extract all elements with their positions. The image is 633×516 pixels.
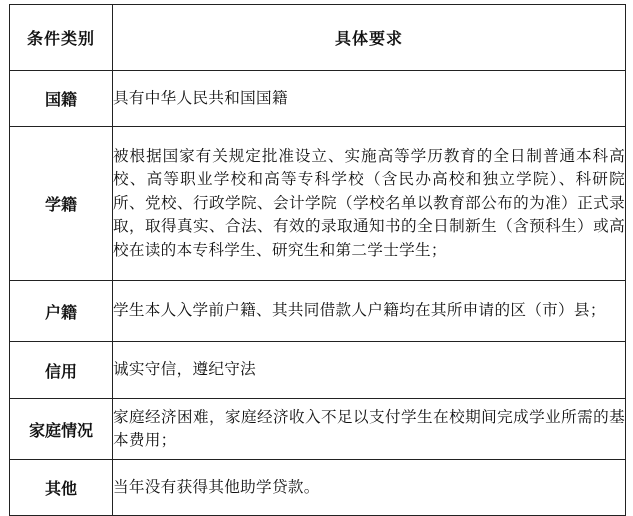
- requirement-cell: 被根据国家有关规定批准设立、实施高等学历教育的全日制普通本科高校、高等职业学校和高等专科学校（含民办高校和独立学院）、科研院所、党校、行政学院、会计学院（学校名单以教育部公布的为准）正式录取，取得真实、合法、有效的录取通知书的全日制新生（含预科生）或高校在读的本专科学生、研究生和第二学士学生；: [113, 127, 626, 281]
- header-row: [10, 5, 626, 71]
- category-cell: 国籍: [10, 71, 113, 127]
- requirement-cell: 当年没有获得其他助学贷款。: [113, 460, 626, 516]
- requirement-cell: 具有中华人民共和国国籍: [113, 71, 626, 127]
- table-row: [10, 342, 626, 399]
- category-cell: 家庭情况: [10, 399, 113, 460]
- category-cell: 户籍: [10, 281, 113, 342]
- category-cell: 学籍: [10, 127, 113, 281]
- table-row: [10, 71, 626, 127]
- table-row: [10, 281, 626, 342]
- category-cell: 信用: [10, 342, 113, 399]
- header-requirement: 具体要求: [113, 5, 626, 71]
- table-row: [10, 127, 626, 281]
- requirement-cell: 家庭经济困难，家庭经济收入不足以支付学生在校期间完成学业所需的基本费用；: [113, 399, 626, 460]
- header-category: 条件类别: [10, 5, 113, 71]
- requirement-cell: 诚实守信，遵纪守法: [113, 342, 626, 399]
- table-row: [10, 399, 626, 460]
- requirements-table: [9, 4, 626, 516]
- category-cell: 其他: [10, 460, 113, 516]
- requirement-cell: 学生本人入学前户籍、其共同借款人户籍均在其所申请的区（市）县；: [113, 281, 626, 342]
- table-row: [10, 460, 626, 516]
